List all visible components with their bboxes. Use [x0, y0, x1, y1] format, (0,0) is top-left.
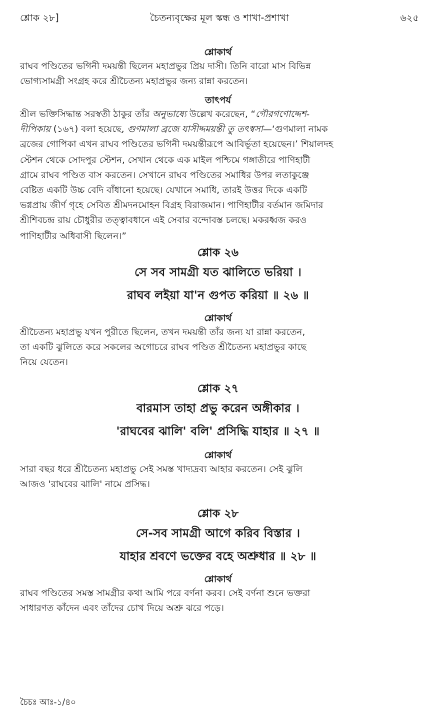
verse-line: সে-সব সামগ্রী আগে করিব বিস্তার ।	[135, 526, 301, 540]
translation-heading: শ্লোকার্থ	[204, 47, 232, 58]
text-line: বেষ্টিত একটি উচ্চ বেদি বাঁধানো হয়েছে। যেখানে সমাধি, তারই উত্তর দিকে একটি	[20, 186, 308, 197]
italic-text: দীপিকায়	[20, 125, 51, 136]
text-line: শ্রীচৈতন্য মহাপ্রভু যখন পুরীতে ছিলেন, তখন দময়ন্তী তাঁর জন্য যা রান্না করতেন,	[20, 328, 306, 338]
purport-heading: তাৎপর্য	[205, 95, 231, 106]
header-chapter-title: চৈতন্যবৃক্ষের মূল স্কন্ধ ও শাখা-প্রশাখা	[150, 13, 289, 24]
text-line	[20, 108, 416, 123]
text-line: রাঘব পণ্ডিতের সমস্ত সামগ্রীর কথা আমি পরে বর্ণনা করব। সেই বর্ণনা শুনে ভক্তরা	[20, 589, 311, 599]
verse-line: বারমাস তাহা প্রভু করেন অঙ্গীকার ।	[136, 401, 300, 415]
text-run: (১৬৭) বলা হয়েছে,	[50, 125, 128, 136]
italic-text: অনুভাষ্যে	[152, 110, 187, 120]
verse-line: সে সব সামগ্রী যত ঝালিতে ভরিয়া ।	[134, 265, 302, 279]
text-line: ব্রজের গোপিকা এখন রাঘব পণ্ডিতের ভগিনী দময়ন্তীরূপে আবির্ভূতা হয়েছেন।’ শিয়ালদহ	[20, 140, 334, 151]
italic-text: গুণমালা ব্রজে যাসীদ্দময়ন্তী তু তৎস্বসা	[127, 125, 263, 136]
translation-paragraph	[20, 587, 416, 617]
text-line: গ্রামে রাঘব পণ্ডিত বাস করতেন। সেখানে রাঘব পণ্ডিতের সমাধির উপর লতাকুঞ্জে	[20, 170, 310, 181]
text-line: শ্রীশিবচন্দ্র রায় চৌধুরীর তত্ত্বাবধানে এই সেবার বন্দোবস্ত চলছে। মকরধ্বজ করও	[20, 216, 307, 227]
translation-paragraph	[20, 326, 416, 372]
purport-paragraph	[20, 108, 416, 245]
translation-heading: শ্লোকার্থ	[204, 574, 232, 585]
text-line: তা একটি ঝুলিতে করে সকলের অগোচরে রাঘব পণ্ডিত শ্রীচৈতন্য মহাপ্রভুর কাছে	[20, 343, 307, 354]
text-run: উল্লেখ করেছেন, “	[186, 110, 256, 120]
text-run: —‘গুণমালা নামক	[262, 125, 328, 136]
text-line: স্টেশন থেকে সোদপুর স্টেশন, সেখান থেকে এক মাইল পশ্চিমে গঙ্গাতীরে পাণিহাটী	[20, 155, 311, 166]
italic-text: গৌরগণোদ্দেশ-	[255, 110, 310, 120]
text-line: সারা বছর ধরে শ্রীচৈতন্য মহাপ্রভু সেই সমস্ত খাদ্যদ্রব্য আহার করতেন। সেই ঝুলি	[20, 465, 303, 475]
translation-heading: শ্লোকার্থ	[204, 450, 232, 461]
text-line: আজও 'রাঘবের ঝালি' নামে প্রসিদ্ধ।	[20, 480, 150, 491]
text-line: নিয়ে যেতেন।	[20, 358, 69, 369]
header-verse-ref: শ্লোক ২৮]	[20, 13, 59, 24]
page-number: ৬২৫	[400, 13, 419, 24]
verse-line: যাহার শ্রবণে ভক্তের বহে অশ্রুধার ॥ ২৮ ॥	[119, 549, 317, 563]
translation-paragraph	[20, 463, 416, 493]
text-line: সাধারণত কাঁদেন এবং তাঁদের চোখ দিয়ে অশ্রু ঝরে পড়ে।	[20, 604, 224, 615]
verse-number: শ্লোক ২৬	[197, 246, 239, 259]
text-line: পাণিহাটীর অধিবাসী ছিলেন।”	[20, 231, 127, 242]
verse-line: রাঘব লইয়া যা'ন গুপত করিয়া ॥ ২৬ ॥	[126, 288, 310, 302]
translation-paragraph	[20, 60, 416, 90]
footer-signature: চৈচঃ আঃ-১/৪০	[20, 697, 76, 707]
verse-number: শ্লোক ২৭	[197, 382, 239, 395]
text-line: রাঘব পণ্ডিতের ভগিনী দময়ন্তী ছিলেন মহাপ্রভুর প্রিয় দাসী। তিনি বারো মাস বিভিন্ন	[20, 62, 311, 72]
text-line: ভগ্নপ্রায় জীর্ণ গৃহে সেবিত শ্রীমদনমোহন বিগ্রহ বিরাজমান। পাণিহাটীর বর্তমান জমিদার	[20, 201, 324, 212]
verse-number: শ্লোক ২৮	[197, 507, 239, 520]
text-line: ভোগ্যসামগ্রী সংগ্রহ করে শ্রীচৈতন্য মহাপ্রভুর জন্য রান্না করতেন।	[20, 77, 248, 88]
running-header	[20, 12, 419, 26]
text-run: শ্রীল ভক্তিসিদ্ধান্ত সরস্বতী ঠাকুর তাঁর	[20, 110, 153, 120]
verse-line: 'রাঘবের ঝালি' বলি' প্রসিদ্ধি যাহার ॥ ২৭ ॥	[116, 424, 320, 438]
text-line	[20, 123, 416, 138]
translation-heading: শ্লোকার্থ	[204, 313, 232, 324]
